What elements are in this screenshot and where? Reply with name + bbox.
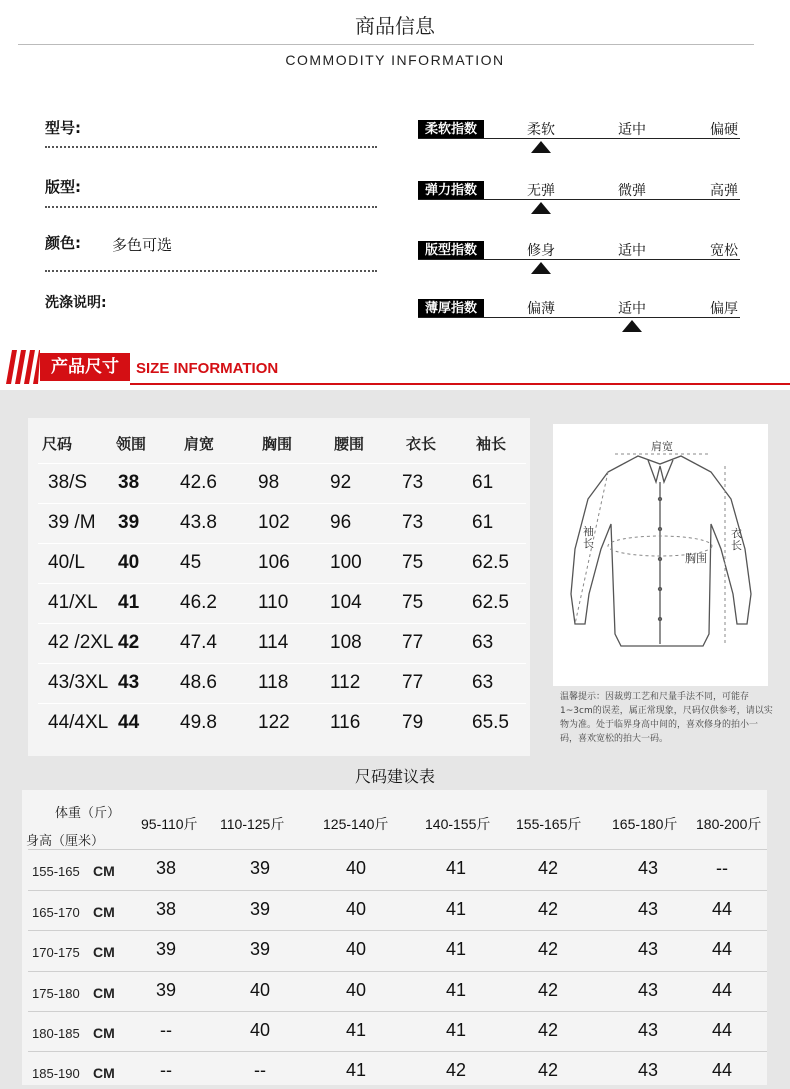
- size-section-title: 产品尺寸: [40, 353, 130, 381]
- size-section-subtitle: SIZE INFORMATION: [136, 360, 279, 377]
- size-cell: 110: [258, 592, 289, 613]
- shirt-diagram: [553, 424, 768, 686]
- height-cell: 180-185: [32, 1026, 80, 1041]
- recommend-cell: 42: [537, 1020, 559, 1040]
- size-cell: 98: [258, 472, 280, 493]
- size-cell: 65.5: [472, 712, 509, 733]
- recommend-cell: 43: [637, 858, 659, 878]
- height-cell: 185-190: [32, 1066, 80, 1081]
- recommend-cell: 40: [345, 899, 367, 919]
- weight-header-cell: 110-125斤: [220, 816, 285, 832]
- selected-marker-icon: [531, 202, 551, 214]
- recommend-cell: 41: [445, 899, 467, 919]
- recommend-cell: 41: [445, 1020, 467, 1040]
- size-header: 袖长: [476, 435, 507, 453]
- height-unit: CM: [93, 944, 115, 960]
- sleeve-label: 袖长: [583, 525, 594, 550]
- recommend-cell: 43: [637, 980, 659, 1000]
- recommend-cell: 42: [537, 858, 559, 878]
- height-unit: CM: [93, 985, 115, 1001]
- recommend-cell: 41: [345, 1060, 367, 1080]
- weight-header-cell: 95-110斤: [141, 816, 198, 832]
- size-cell: 73: [402, 472, 424, 493]
- size-cell: 122: [258, 712, 290, 733]
- recommend-cell: 43: [637, 1060, 659, 1080]
- recommend-cell: 38: [155, 899, 177, 919]
- size-cell: 43/3XL: [48, 672, 109, 693]
- size-cell: 118: [258, 672, 289, 693]
- size-cell: 40/L: [48, 552, 85, 573]
- size-cell: 40: [118, 552, 140, 573]
- recommend-row-divider: [28, 971, 767, 972]
- size-cell: 38/S: [48, 472, 88, 493]
- color-divider: [45, 270, 377, 272]
- height-cell: 165-170: [32, 905, 80, 920]
- index-option: 微弹: [618, 183, 646, 199]
- row-divider: [38, 703, 526, 704]
- recommend-cell: 41: [445, 858, 467, 878]
- recommend-cell: 40: [345, 980, 367, 1000]
- recommend-cell: 43: [637, 939, 659, 959]
- weight-header-cell: 155-165斤: [516, 816, 582, 832]
- height-unit: CM: [93, 1065, 115, 1081]
- row-divider: [38, 663, 526, 664]
- index-option: 偏薄: [527, 301, 555, 317]
- index-option: 无弹: [527, 183, 555, 199]
- size-cell: 42: [118, 632, 140, 653]
- weight-header-cell: 165-180斤: [612, 816, 678, 832]
- size-cell: 41/XL: [48, 592, 98, 613]
- recommend-cell: 42: [537, 1060, 559, 1080]
- size-cell: 47.4: [180, 632, 217, 653]
- recommend-cell: 44: [711, 899, 733, 919]
- index-option: 适中: [618, 301, 646, 317]
- size-header: 胸围: [262, 435, 293, 453]
- size-cell: 79: [402, 712, 424, 733]
- size-cell: 38: [118, 472, 140, 493]
- height-unit: CM: [93, 863, 115, 879]
- recommend-cell: 40: [345, 939, 367, 959]
- chest-label: 胸围: [685, 552, 707, 565]
- size-cell: 96: [330, 512, 352, 533]
- size-cell: 100: [330, 552, 362, 573]
- recommend-cell: 39: [155, 980, 177, 1000]
- stripes-decoration: [6, 350, 40, 384]
- size-cell: 45: [180, 552, 202, 573]
- weight-header-cell: 140-155斤: [425, 816, 491, 832]
- recommend-cell: 41: [445, 939, 467, 959]
- size-cell: 43: [118, 672, 140, 693]
- index-option: 适中: [618, 122, 646, 138]
- recommend-cell: 38: [155, 858, 177, 878]
- size-header: 衣长: [406, 435, 437, 453]
- recommend-cell: --: [160, 1060, 172, 1080]
- size-cell: 61: [472, 472, 494, 493]
- index-option: 修身: [527, 243, 555, 259]
- size-cell: 39 /M: [48, 512, 96, 533]
- recommend-cell: 44: [711, 1020, 733, 1040]
- size-header: 肩宽: [184, 435, 215, 453]
- size-cell: 48.6: [180, 672, 217, 693]
- page-title: 商品信息: [355, 14, 435, 38]
- recommend-cell: 43: [637, 899, 659, 919]
- recommend-cell: 39: [155, 939, 177, 959]
- height-cell: 155-165: [32, 864, 80, 879]
- size-cell: 92: [330, 472, 352, 493]
- height-cell: 170-175: [32, 945, 80, 960]
- recommend-cell: --: [254, 1060, 266, 1080]
- recommend-cell: 41: [445, 980, 467, 1000]
- height-header: 身高（厘米）: [26, 833, 105, 848]
- size-header: 尺码: [42, 435, 73, 453]
- recommend-cell: 40: [249, 980, 271, 1000]
- size-cell: 44/4XL: [48, 712, 109, 733]
- index-option: 宽松: [710, 243, 738, 259]
- model-divider: [45, 146, 377, 148]
- size-cell: 102: [258, 512, 290, 533]
- size-cell: 44: [118, 712, 140, 733]
- model-label: 型号:: [45, 119, 81, 137]
- size-cell: 77: [402, 672, 424, 693]
- recommend-cell: --: [160, 1020, 172, 1040]
- row-divider: [38, 623, 526, 624]
- row-divider: [38, 503, 526, 504]
- selected-marker-icon: [531, 262, 551, 274]
- selected-marker-icon: [622, 320, 642, 332]
- weight-header-cell: 125-140斤: [323, 816, 389, 832]
- length-label: 衣长: [731, 527, 742, 552]
- recommend-title: 尺码建议表: [354, 767, 435, 786]
- index-name: 弹力指数: [418, 181, 484, 200]
- recommend-cell: 44: [711, 939, 733, 959]
- recommend-cell: 39: [249, 939, 271, 959]
- index-option: 偏硬: [710, 122, 738, 138]
- size-cell: 63: [472, 632, 494, 653]
- size-cell: 63: [472, 672, 494, 693]
- size-cell: 42 /2XL: [48, 632, 114, 653]
- height-unit: CM: [93, 1025, 115, 1041]
- shoulder-label: 肩宽: [651, 440, 673, 453]
- size-cell: 62.5: [472, 552, 509, 573]
- index-name: 版型指数: [418, 241, 484, 260]
- recommend-cell: 40: [345, 858, 367, 878]
- height-cell: 175-180: [32, 986, 80, 1001]
- page-subtitle: COMMODITY INFORMATION: [285, 52, 505, 68]
- size-cell: 43.8: [180, 512, 217, 533]
- size-cell: 49.8: [180, 712, 217, 733]
- index-scale-line: [418, 138, 740, 139]
- size-cell: 108: [330, 632, 362, 653]
- color-label: 颜色:: [45, 234, 81, 252]
- fit-divider: [45, 206, 377, 208]
- index-option: 偏厚: [710, 301, 738, 317]
- weight-header-cell: 180-200斤: [696, 816, 762, 832]
- size-cell: 104: [330, 592, 362, 613]
- recommend-cell: 44: [711, 1060, 733, 1080]
- size-cell: 62.5: [472, 592, 509, 613]
- title-divider: [18, 44, 754, 45]
- wash-label: 洗涤说明:: [45, 295, 107, 311]
- recommend-cell: --: [716, 858, 728, 878]
- size-cell: 114: [258, 632, 289, 653]
- recommend-row-divider: [28, 849, 767, 850]
- color-value: 多色可选: [112, 236, 173, 254]
- recommend-cell: 40: [249, 1020, 271, 1040]
- recommend-row-divider: [28, 1011, 767, 1012]
- size-cell: 106: [258, 552, 290, 573]
- recommend-cell: 42: [537, 899, 559, 919]
- recommend-cell: 44: [711, 980, 733, 1000]
- index-scale-line: [418, 199, 740, 200]
- index-option: 高弹: [710, 183, 738, 199]
- size-table: [28, 418, 530, 756]
- size-header: 领围: [116, 435, 147, 453]
- selected-marker-icon: [531, 141, 551, 153]
- size-cell: 73: [402, 512, 424, 533]
- index-name: 薄厚指数: [418, 299, 484, 318]
- size-cell: 116: [330, 712, 361, 733]
- recommend-row-divider: [28, 890, 767, 891]
- index-scale-line: [418, 317, 740, 318]
- fit-label: 版型:: [45, 178, 81, 196]
- size-cell: 61: [472, 512, 494, 533]
- recommend-cell: 41: [345, 1020, 367, 1040]
- size-cell: 41: [118, 592, 140, 613]
- size-cell: 75: [402, 592, 424, 613]
- weight-header: 体重（斤）: [55, 805, 121, 820]
- recommend-cell: 42: [537, 939, 559, 959]
- row-divider: [38, 583, 526, 584]
- shirt-outline-icon: [553, 424, 768, 686]
- size-cell: 112: [330, 672, 361, 693]
- index-option: 适中: [618, 243, 646, 259]
- recommend-cell: 42: [537, 980, 559, 1000]
- size-cell: 46.2: [180, 592, 217, 613]
- size-header: 腰围: [334, 435, 365, 453]
- size-note: 温馨提示：因裁剪工艺和尺量手法不同，可能存1~3cm的误差，属正常现象，尺码仅供参考，请以实物为准。处于临界身高中间的，喜欢修身的拍小一码，喜欢宽松的拍大一码。: [560, 692, 773, 744]
- recommend-cell: 39: [249, 858, 271, 878]
- index-scale-line: [418, 259, 740, 260]
- height-unit: CM: [93, 904, 115, 920]
- index-name: 柔软指数: [418, 120, 484, 139]
- recommend-row-divider: [28, 1051, 767, 1052]
- recommend-cell: 43: [637, 1020, 659, 1040]
- row-divider: [38, 463, 526, 464]
- size-cell: 42.6: [180, 472, 217, 493]
- size-cell: 75: [402, 552, 424, 573]
- row-divider: [38, 543, 526, 544]
- recommend-cell: 39: [249, 899, 271, 919]
- recommend-row-divider: [28, 930, 767, 931]
- size-cell: 39: [118, 512, 140, 533]
- size-cell: 77: [402, 632, 424, 653]
- size-section-rule: [130, 383, 790, 385]
- index-option: 柔软: [527, 122, 555, 138]
- recommend-cell: 42: [445, 1060, 467, 1080]
